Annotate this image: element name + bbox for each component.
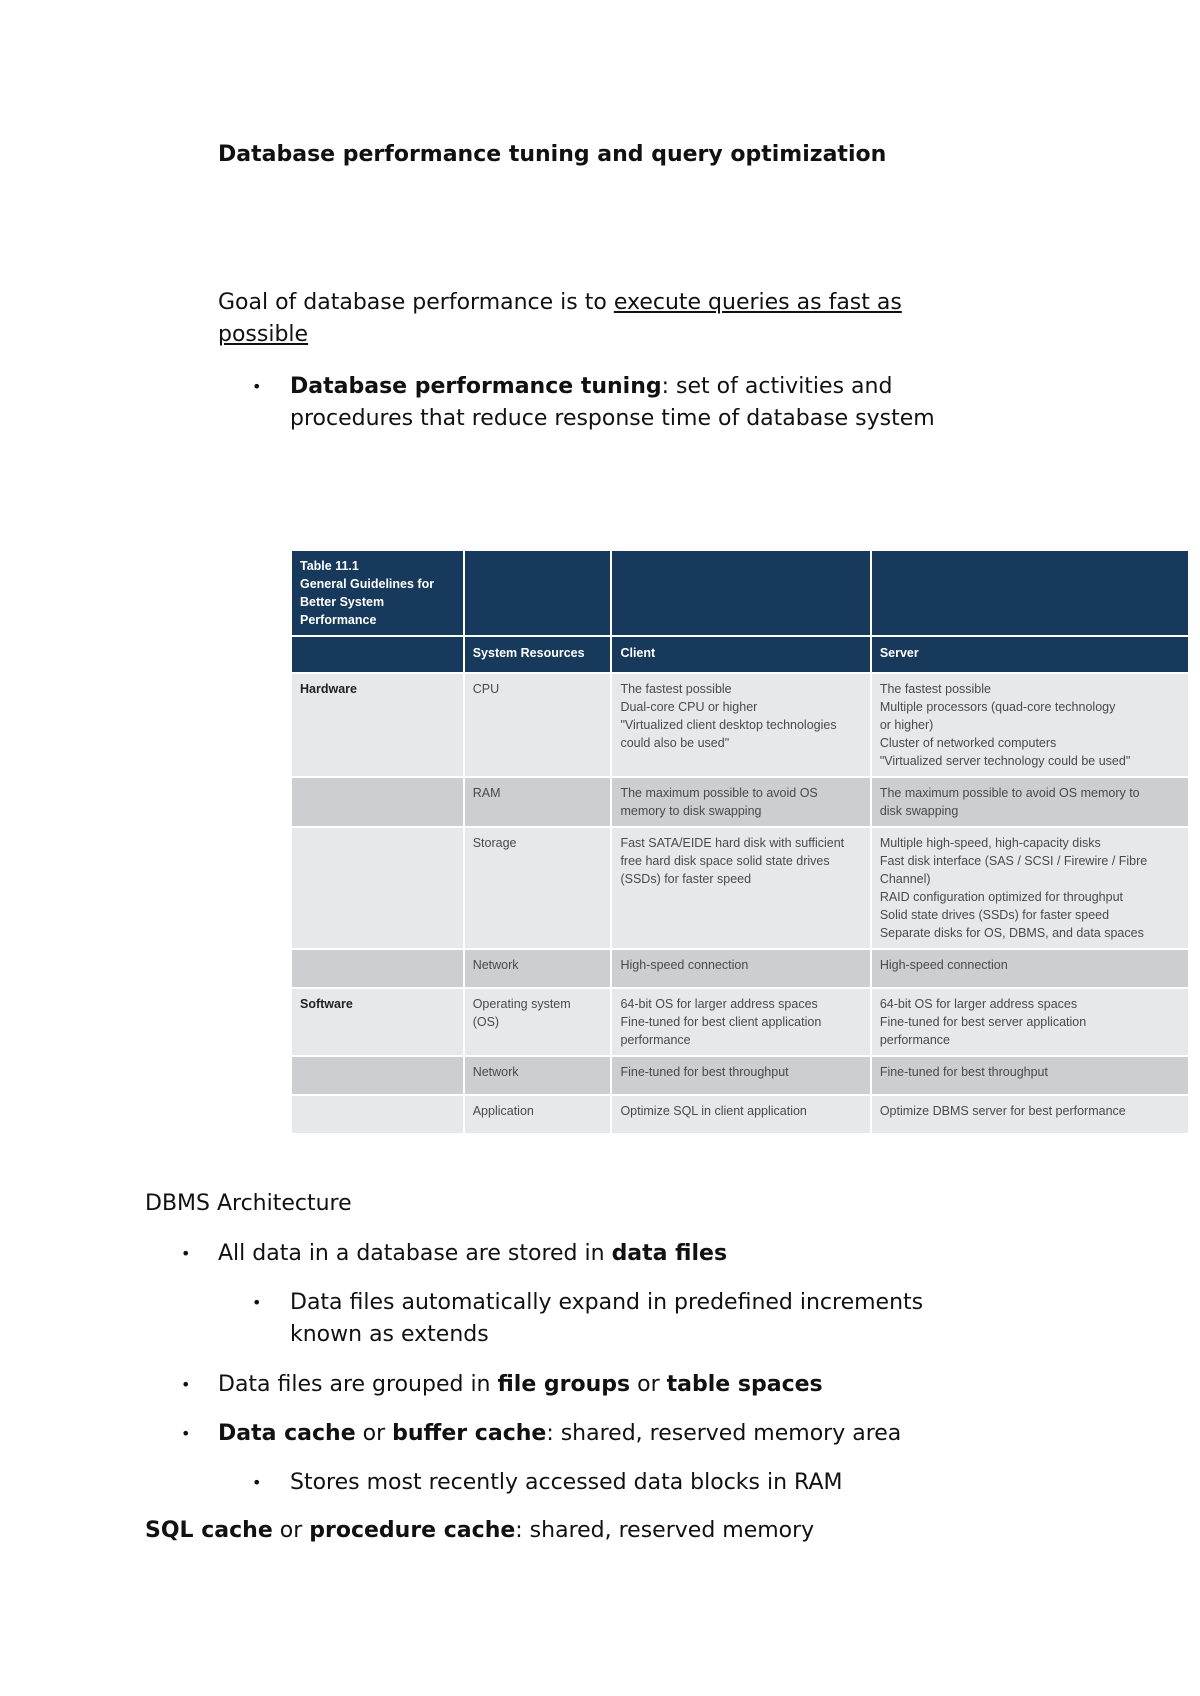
- tuning-definition: : set of activities and: [661, 374, 893, 399]
- bullet-icon: •: [181, 1244, 191, 1263]
- table-row: [292, 950, 1188, 987]
- server-cell: High-speed connection: [872, 950, 1188, 987]
- goal-line-2: [218, 319, 308, 351]
- category-cell: [292, 778, 463, 826]
- header-cell: System Resources: [465, 637, 611, 672]
- client-cell: The fastest possible Dual-core CPU or higher "Virtualized client desktop technologies could also be used": [612, 674, 869, 776]
- resource-cell: Network: [465, 1057, 611, 1094]
- table-title-cell: [612, 551, 869, 635]
- resource-cell: Application: [465, 1096, 611, 1133]
- resource-cell: CPU: [465, 674, 611, 776]
- list-item-continued: known as extends: [290, 1322, 489, 1347]
- table-row: [292, 1096, 1188, 1133]
- category-cell: [292, 1057, 463, 1094]
- resource-cell: RAM: [465, 778, 611, 826]
- bullet-icon: •: [252, 1293, 262, 1312]
- server-cell: Fine-tuned for best throughput: [872, 1057, 1188, 1094]
- tuning-line-1: [290, 371, 892, 403]
- server-cell: The maximum possible to avoid OS memory to disk swapping: [872, 778, 1188, 826]
- list-item: Data cache or buffer cache: shared, reserved memory area: [218, 1421, 902, 1446]
- bullet-icon: •: [181, 1424, 191, 1443]
- header-cell: Server: [872, 637, 1188, 672]
- table-caption: Table 11.1 General Guidelines for Better System Performance: [292, 551, 463, 635]
- goal-prefix: Goal of database performance is to: [218, 290, 614, 315]
- sql-cache-line: SQL cache or procedure cache: shared, reserved memory: [145, 1518, 815, 1543]
- list-item: Data files automatically expand in predefined increments: [290, 1290, 924, 1315]
- category-cell: Software: [292, 989, 463, 1055]
- list-item: Data files are grouped in file groups or table spaces: [218, 1372, 823, 1397]
- server-cell: The fastest possible Multiple processors (quad-core technology or higher) Cluster of networked computers "Virtualized server technology could be used": [872, 674, 1188, 776]
- server-cell: Optimize DBMS server for best performance: [872, 1096, 1188, 1133]
- server-cell: 64-bit OS for larger address spaces Fine-tuned for best server application performance: [872, 989, 1188, 1055]
- table-title-cell: [872, 551, 1188, 635]
- resource-cell: Operating system (OS): [465, 989, 611, 1055]
- bullet-icon: •: [252, 377, 262, 396]
- guidelines-table: [290, 549, 1190, 1135]
- category-cell: [292, 1096, 463, 1133]
- header-cell: Client: [612, 637, 869, 672]
- resource-cell: Network: [465, 950, 611, 987]
- table-row: [292, 778, 1188, 826]
- goal-line-1: [218, 287, 902, 319]
- goal-emphasis-1: execute queries as fast as: [613, 290, 902, 315]
- client-cell: Fine-tuned for best throughput: [612, 1057, 869, 1094]
- page-title: Database performance tuning and query optimization: [218, 142, 887, 167]
- table-row: [292, 828, 1188, 948]
- table-row: [292, 674, 1188, 776]
- category-cell: [292, 828, 463, 948]
- client-cell: Fast SATA/EIDE hard disk with sufficient free hard disk space solid state drives (SSDs) for faster speed: [612, 828, 869, 948]
- client-cell: High-speed connection: [612, 950, 869, 987]
- bullet-icon: •: [252, 1473, 262, 1492]
- bullet-icon: •: [181, 1375, 191, 1394]
- table-row: [292, 1057, 1188, 1094]
- client-cell: Optimize SQL in client application: [612, 1096, 869, 1133]
- list-item: All data in a database are stored in data files: [218, 1241, 728, 1266]
- client-cell: The maximum possible to avoid OS memory to disk swapping: [612, 778, 869, 826]
- table-row: [292, 989, 1188, 1055]
- table-title-row: [292, 551, 1188, 635]
- table-header-row: [292, 637, 1188, 672]
- client-cell: 64-bit OS for larger address spaces Fine-tuned for best client application performance: [612, 989, 869, 1055]
- list-item: Stores most recently accessed data blocks in RAM: [290, 1470, 843, 1495]
- category-cell: Hardware: [292, 674, 463, 776]
- goal-emphasis-2: possible: [218, 322, 309, 347]
- section-heading: DBMS Architecture: [145, 1191, 352, 1216]
- tuning-term: Database performance tuning: [290, 374, 662, 399]
- header-cell: [292, 637, 463, 672]
- table-title-cell: [465, 551, 611, 635]
- category-cell: [292, 950, 463, 987]
- tuning-line-2: procedures that reduce response time of database system: [290, 406, 935, 431]
- resource-cell: Storage: [465, 828, 611, 948]
- server-cell: Multiple high-speed, high-capacity disks Fast disk interface (SAS / SCSI / Firewire / Fibre Channel) RAID configuration optimized for throughput Solid state drives (SSDs) for faster speed Separate disks for OS, DBMS, and data spaces: [872, 828, 1188, 948]
